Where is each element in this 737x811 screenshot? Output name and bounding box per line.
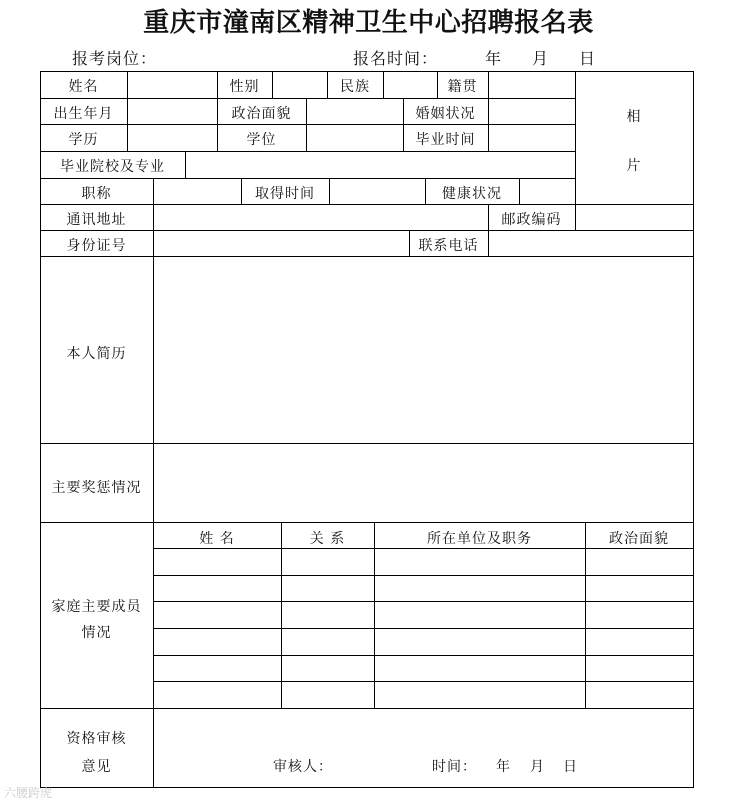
time-label: 报名时间：: [353, 49, 439, 68]
time-year: 年: [485, 49, 503, 68]
label-ethnicity: 民族: [340, 79, 370, 95]
photo-label-line2: 片: [626, 158, 642, 174]
watermark: 六腰跨虎: [4, 786, 53, 800]
label-review-line1: 资格审核: [66, 731, 127, 747]
label-professional-title: 职称: [81, 186, 112, 202]
label-id-number: 身份证号: [66, 238, 127, 254]
label-family-line2: 情况: [81, 625, 112, 641]
label-address: 通讯地址: [66, 212, 127, 228]
review-time-label: 时间：: [432, 759, 477, 775]
label-obtain-time: 取得时间: [255, 186, 315, 202]
position-label: 报考岗位：: [72, 49, 158, 68]
label-awards: 主要奖惩情况: [51, 480, 142, 496]
label-health-status: 健康状况: [442, 186, 502, 202]
label-review-line2: 意见: [81, 759, 112, 775]
label-postcode: 邮政编码: [501, 212, 562, 228]
label-graduation-time: 毕业时间: [415, 132, 476, 148]
review-month: 月: [530, 759, 545, 775]
label-phone: 联系电话: [418, 238, 479, 254]
label-family-line1: 家庭主要成员: [51, 599, 142, 615]
family-header-employer: 所在单位及职务: [427, 531, 532, 547]
time-day: 日: [579, 49, 597, 68]
label-name: 姓名: [68, 79, 99, 95]
label-birth-date: 出生年月: [53, 106, 114, 122]
family-header-relation: 关 系: [309, 531, 346, 547]
label-gender: 性别: [229, 79, 260, 95]
label-degree: 学位: [246, 132, 277, 148]
family-header-name: 姓 名: [199, 531, 235, 547]
photo-label-line1: 相: [626, 109, 642, 125]
review-day: 日: [563, 759, 578, 775]
review-year: 年: [496, 759, 511, 775]
family-header-political: 政治面貌: [609, 531, 669, 547]
label-native-place: 籍贯: [447, 79, 478, 95]
label-school-major: 毕业院校及专业: [60, 159, 165, 175]
form-title: 重庆市潼南区精神卫生中心招聘报名表: [143, 8, 594, 38]
reviewer-label: 审核人：: [273, 759, 333, 775]
label-education: 学历: [68, 132, 99, 148]
time-month: 月: [532, 49, 550, 68]
label-political-status: 政治面貌: [231, 106, 292, 122]
label-marital-status: 婚姻状况: [415, 106, 476, 122]
label-resume: 本人简历: [66, 346, 127, 362]
